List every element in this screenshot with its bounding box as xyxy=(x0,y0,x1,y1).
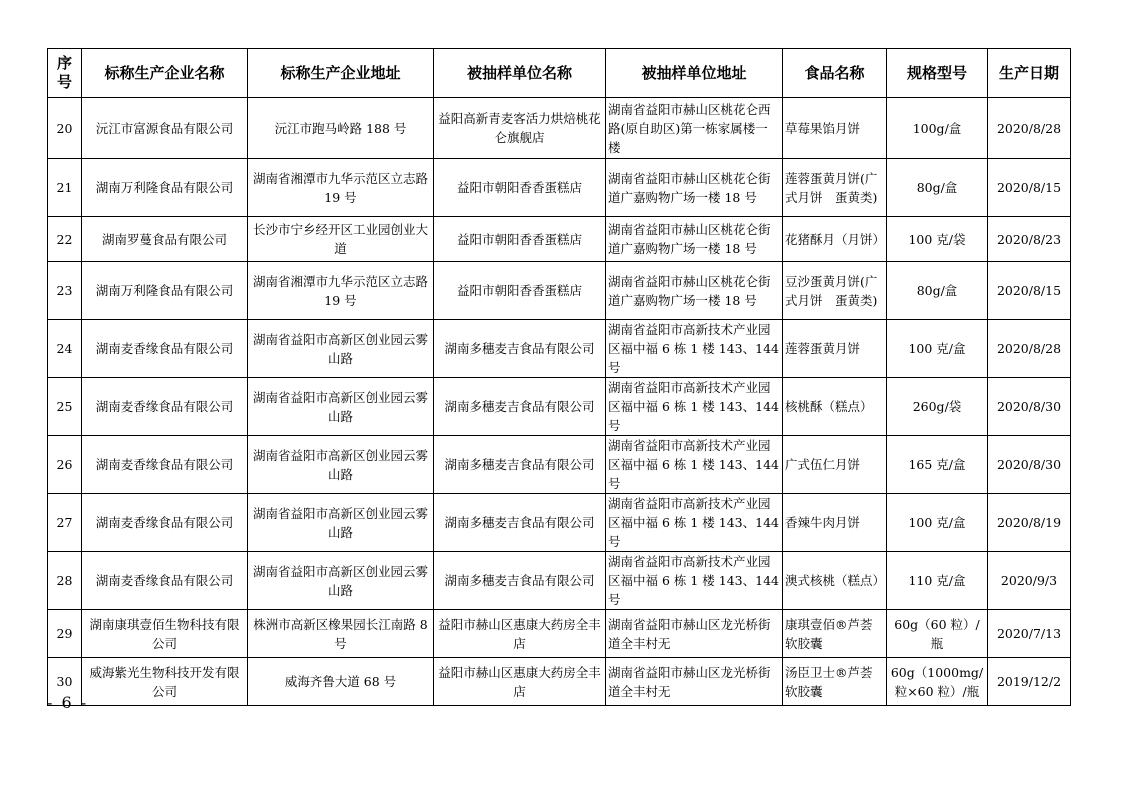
manufacturer-name-cell: 威海紫光生物科技开发有限公司 xyxy=(82,658,248,706)
header-production-date: 生产日期 xyxy=(988,49,1071,98)
food-name-cell: 汤臣卫士®芦荟软胶囊 xyxy=(783,658,887,706)
sampled-unit-name-cell: 益阳市朝阳香香蛋糕店 xyxy=(434,262,606,320)
specification-cell: 165 克/盒 xyxy=(887,436,988,494)
production-date-cell: 2020/8/30 xyxy=(988,378,1071,436)
food-name-cell: 草莓果馅月饼 xyxy=(783,98,887,159)
seq-cell: 23 xyxy=(48,262,82,320)
specification-cell: 110 克/盒 xyxy=(887,552,988,610)
seq-cell: 20 xyxy=(48,98,82,159)
header-sampled-unit-address: 被抽样单位地址 xyxy=(606,49,783,98)
manufacturer-name-cell: 湖南罗蔓食品有限公司 xyxy=(82,217,248,262)
sampled-unit-name-cell: 湖南多穗麦吉食品有限公司 xyxy=(434,552,606,610)
table-row xyxy=(48,494,1071,552)
sampled-unit-address-cell: 湖南省益阳市赫山区桃花仑街道广嘉购物广场一楼 18 号 xyxy=(606,217,783,262)
manufacturer-name-cell: 湖南麦香缘食品有限公司 xyxy=(82,436,248,494)
sampled-unit-name-cell: 益阳市赫山区惠康大药房全丰店 xyxy=(434,658,606,706)
food-name-cell: 莲蓉蛋黄月饼(广式月饼 蛋黄类) xyxy=(783,159,887,217)
food-name-cell: 广式伍仁月饼 xyxy=(783,436,887,494)
manufacturer-address-cell: 湖南省湘潭市九华示范区立志路 19 号 xyxy=(248,262,434,320)
manufacturer-name-cell: 湖南麦香缘食品有限公司 xyxy=(82,552,248,610)
production-date-cell: 2020/8/15 xyxy=(988,159,1071,217)
seq-cell: 21 xyxy=(48,159,82,217)
sampled-unit-name-cell: 益阳市赫山区惠康大药房全丰店 xyxy=(434,610,606,658)
food-name-cell: 花猪酥月（月饼） xyxy=(783,217,887,262)
sampled-unit-address-cell: 湖南省益阳市高新技术产业园区福中福 6 栋 1 楼 143、144 号 xyxy=(606,378,783,436)
specification-cell: 60g（60 粒）/瓶 xyxy=(887,610,988,658)
header-sampled-unit-name: 被抽样单位名称 xyxy=(434,49,606,98)
seq-cell: 27 xyxy=(48,494,82,552)
table-row xyxy=(48,436,1071,494)
manufacturer-name-cell: 湖南康琪壹佰生物科技有限公司 xyxy=(82,610,248,658)
seq-cell: 29 xyxy=(48,610,82,658)
table-row xyxy=(48,217,1071,262)
manufacturer-address-cell: 威海齐鲁大道 68 号 xyxy=(248,658,434,706)
manufacturer-address-cell: 沅江市跑马岭路 188 号 xyxy=(248,98,434,159)
header-manufacturer-name: 标称生产企业名称 xyxy=(82,49,248,98)
manufacturer-address-cell: 湖南省益阳市高新区创业园云雾山路 xyxy=(248,378,434,436)
production-date-cell: 2020/8/19 xyxy=(988,494,1071,552)
sampled-unit-name-cell: 湖南多穗麦吉食品有限公司 xyxy=(434,436,606,494)
food-name-cell: 康琪壹佰®芦荟软胶囊 xyxy=(783,610,887,658)
table-row xyxy=(48,320,1071,378)
page-number: - 6 - xyxy=(47,693,89,712)
seq-cell: 30 xyxy=(48,658,82,706)
specification-cell: 100 克/盒 xyxy=(887,494,988,552)
table-row xyxy=(48,98,1071,159)
production-date-cell: 2020/9/3 xyxy=(988,552,1071,610)
sampled-unit-address-cell: 湖南省益阳市高新技术产业园区福中福 6 栋 1 楼 143、144 号 xyxy=(606,436,783,494)
production-date-cell: 2020/8/28 xyxy=(988,98,1071,159)
food-name-cell: 核桃酥（糕点） xyxy=(783,378,887,436)
sampled-unit-address-cell: 湖南省益阳市赫山区桃花仑街道广嘉购物广场一楼 18 号 xyxy=(606,159,783,217)
table-row xyxy=(48,262,1071,320)
sampled-unit-name-cell: 湖南多穗麦吉食品有限公司 xyxy=(434,320,606,378)
specification-cell: 100g/盒 xyxy=(887,98,988,159)
specification-cell: 260g/袋 xyxy=(887,378,988,436)
header-manufacturer-address: 标称生产企业地址 xyxy=(248,49,434,98)
sampling-results-table xyxy=(47,48,1071,706)
header-specification: 规格型号 xyxy=(887,49,988,98)
seq-cell: 25 xyxy=(48,378,82,436)
manufacturer-address-cell: 湖南省益阳市高新区创业园云雾山路 xyxy=(248,320,434,378)
manufacturer-address-cell: 湖南省益阳市高新区创业园云雾山路 xyxy=(248,552,434,610)
production-date-cell: 2019/12/2 xyxy=(988,658,1071,706)
manufacturer-address-cell: 湖南省湘潭市九华示范区立志路 19 号 xyxy=(248,159,434,217)
manufacturer-address-cell: 长沙市宁乡经开区工业园创业大道 xyxy=(248,217,434,262)
sampled-unit-name-cell: 湖南多穗麦吉食品有限公司 xyxy=(434,378,606,436)
sampled-unit-name-cell: 益阳市朝阳香香蛋糕店 xyxy=(434,217,606,262)
specification-cell: 60g（1000mg/粒×60 粒）/瓶 xyxy=(887,658,988,706)
sampled-unit-name-cell: 益阳高新青麦客活力烘焙桃花仑旗舰店 xyxy=(434,98,606,159)
sampled-unit-address-cell: 湖南省益阳市赫山区龙光桥街道全丰村无 xyxy=(606,658,783,706)
manufacturer-name-cell: 湖南万利隆食品有限公司 xyxy=(82,262,248,320)
manufacturer-name-cell: 湖南麦香缘食品有限公司 xyxy=(82,494,248,552)
table-header-row xyxy=(48,49,1071,98)
food-name-cell: 香辣牛肉月饼 xyxy=(783,494,887,552)
manufacturer-name-cell: 沅江市富源食品有限公司 xyxy=(82,98,248,159)
sampled-unit-address-cell: 湖南省益阳市赫山区桃花仑西路(原自助区)第一栋家属楼一楼 xyxy=(606,98,783,159)
table-row xyxy=(48,610,1071,658)
table-row xyxy=(48,658,1071,706)
table-row xyxy=(48,552,1071,610)
manufacturer-address-cell: 株洲市高新区橡果园长江南路 8 号 xyxy=(248,610,434,658)
sampled-unit-address-cell: 湖南省益阳市赫山区桃花仑街道广嘉购物广场一楼 18 号 xyxy=(606,262,783,320)
food-name-cell: 豆沙蛋黄月饼(广式月饼 蛋黄类) xyxy=(783,262,887,320)
manufacturer-name-cell: 湖南麦香缘食品有限公司 xyxy=(82,378,248,436)
production-date-cell: 2020/7/13 xyxy=(988,610,1071,658)
sampled-unit-address-cell: 湖南省益阳市赫山区龙光桥街道全丰村无 xyxy=(606,610,783,658)
seq-cell: 22 xyxy=(48,217,82,262)
header-seq: 序号 xyxy=(48,49,82,98)
production-date-cell: 2020/8/30 xyxy=(988,436,1071,494)
manufacturer-name-cell: 湖南麦香缘食品有限公司 xyxy=(82,320,248,378)
manufacturer-address-cell: 湖南省益阳市高新区创业园云雾山路 xyxy=(248,494,434,552)
production-date-cell: 2020/8/23 xyxy=(988,217,1071,262)
seq-cell: 24 xyxy=(48,320,82,378)
sampled-unit-address-cell: 湖南省益阳市高新技术产业园区福中福 6 栋 1 楼 143、144 号 xyxy=(606,320,783,378)
specification-cell: 100 克/盒 xyxy=(887,320,988,378)
manufacturer-name-cell: 湖南万利隆食品有限公司 xyxy=(82,159,248,217)
food-name-cell: 莲蓉蛋黄月饼 xyxy=(783,320,887,378)
production-date-cell: 2020/8/28 xyxy=(988,320,1071,378)
food-name-cell: 澳式核桃（糕点） xyxy=(783,552,887,610)
manufacturer-address-cell: 湖南省益阳市高新区创业园云雾山路 xyxy=(248,436,434,494)
table-row xyxy=(48,159,1071,217)
specification-cell: 100 克/袋 xyxy=(887,217,988,262)
sampled-unit-address-cell: 湖南省益阳市高新技术产业园区福中福 6 栋 1 楼 143、144 号 xyxy=(606,494,783,552)
specification-cell: 80g/盒 xyxy=(887,159,988,217)
sampled-unit-name-cell: 益阳市朝阳香香蛋糕店 xyxy=(434,159,606,217)
seq-cell: 28 xyxy=(48,552,82,610)
sampled-unit-address-cell: 湖南省益阳市高新技术产业园区福中福 6 栋 1 楼 143、144 号 xyxy=(606,552,783,610)
header-food-name: 食品名称 xyxy=(783,49,887,98)
specification-cell: 80g/盒 xyxy=(887,262,988,320)
sampled-unit-name-cell: 湖南多穗麦吉食品有限公司 xyxy=(434,494,606,552)
seq-cell: 26 xyxy=(48,436,82,494)
table-row xyxy=(48,378,1071,436)
production-date-cell: 2020/8/15 xyxy=(988,262,1071,320)
